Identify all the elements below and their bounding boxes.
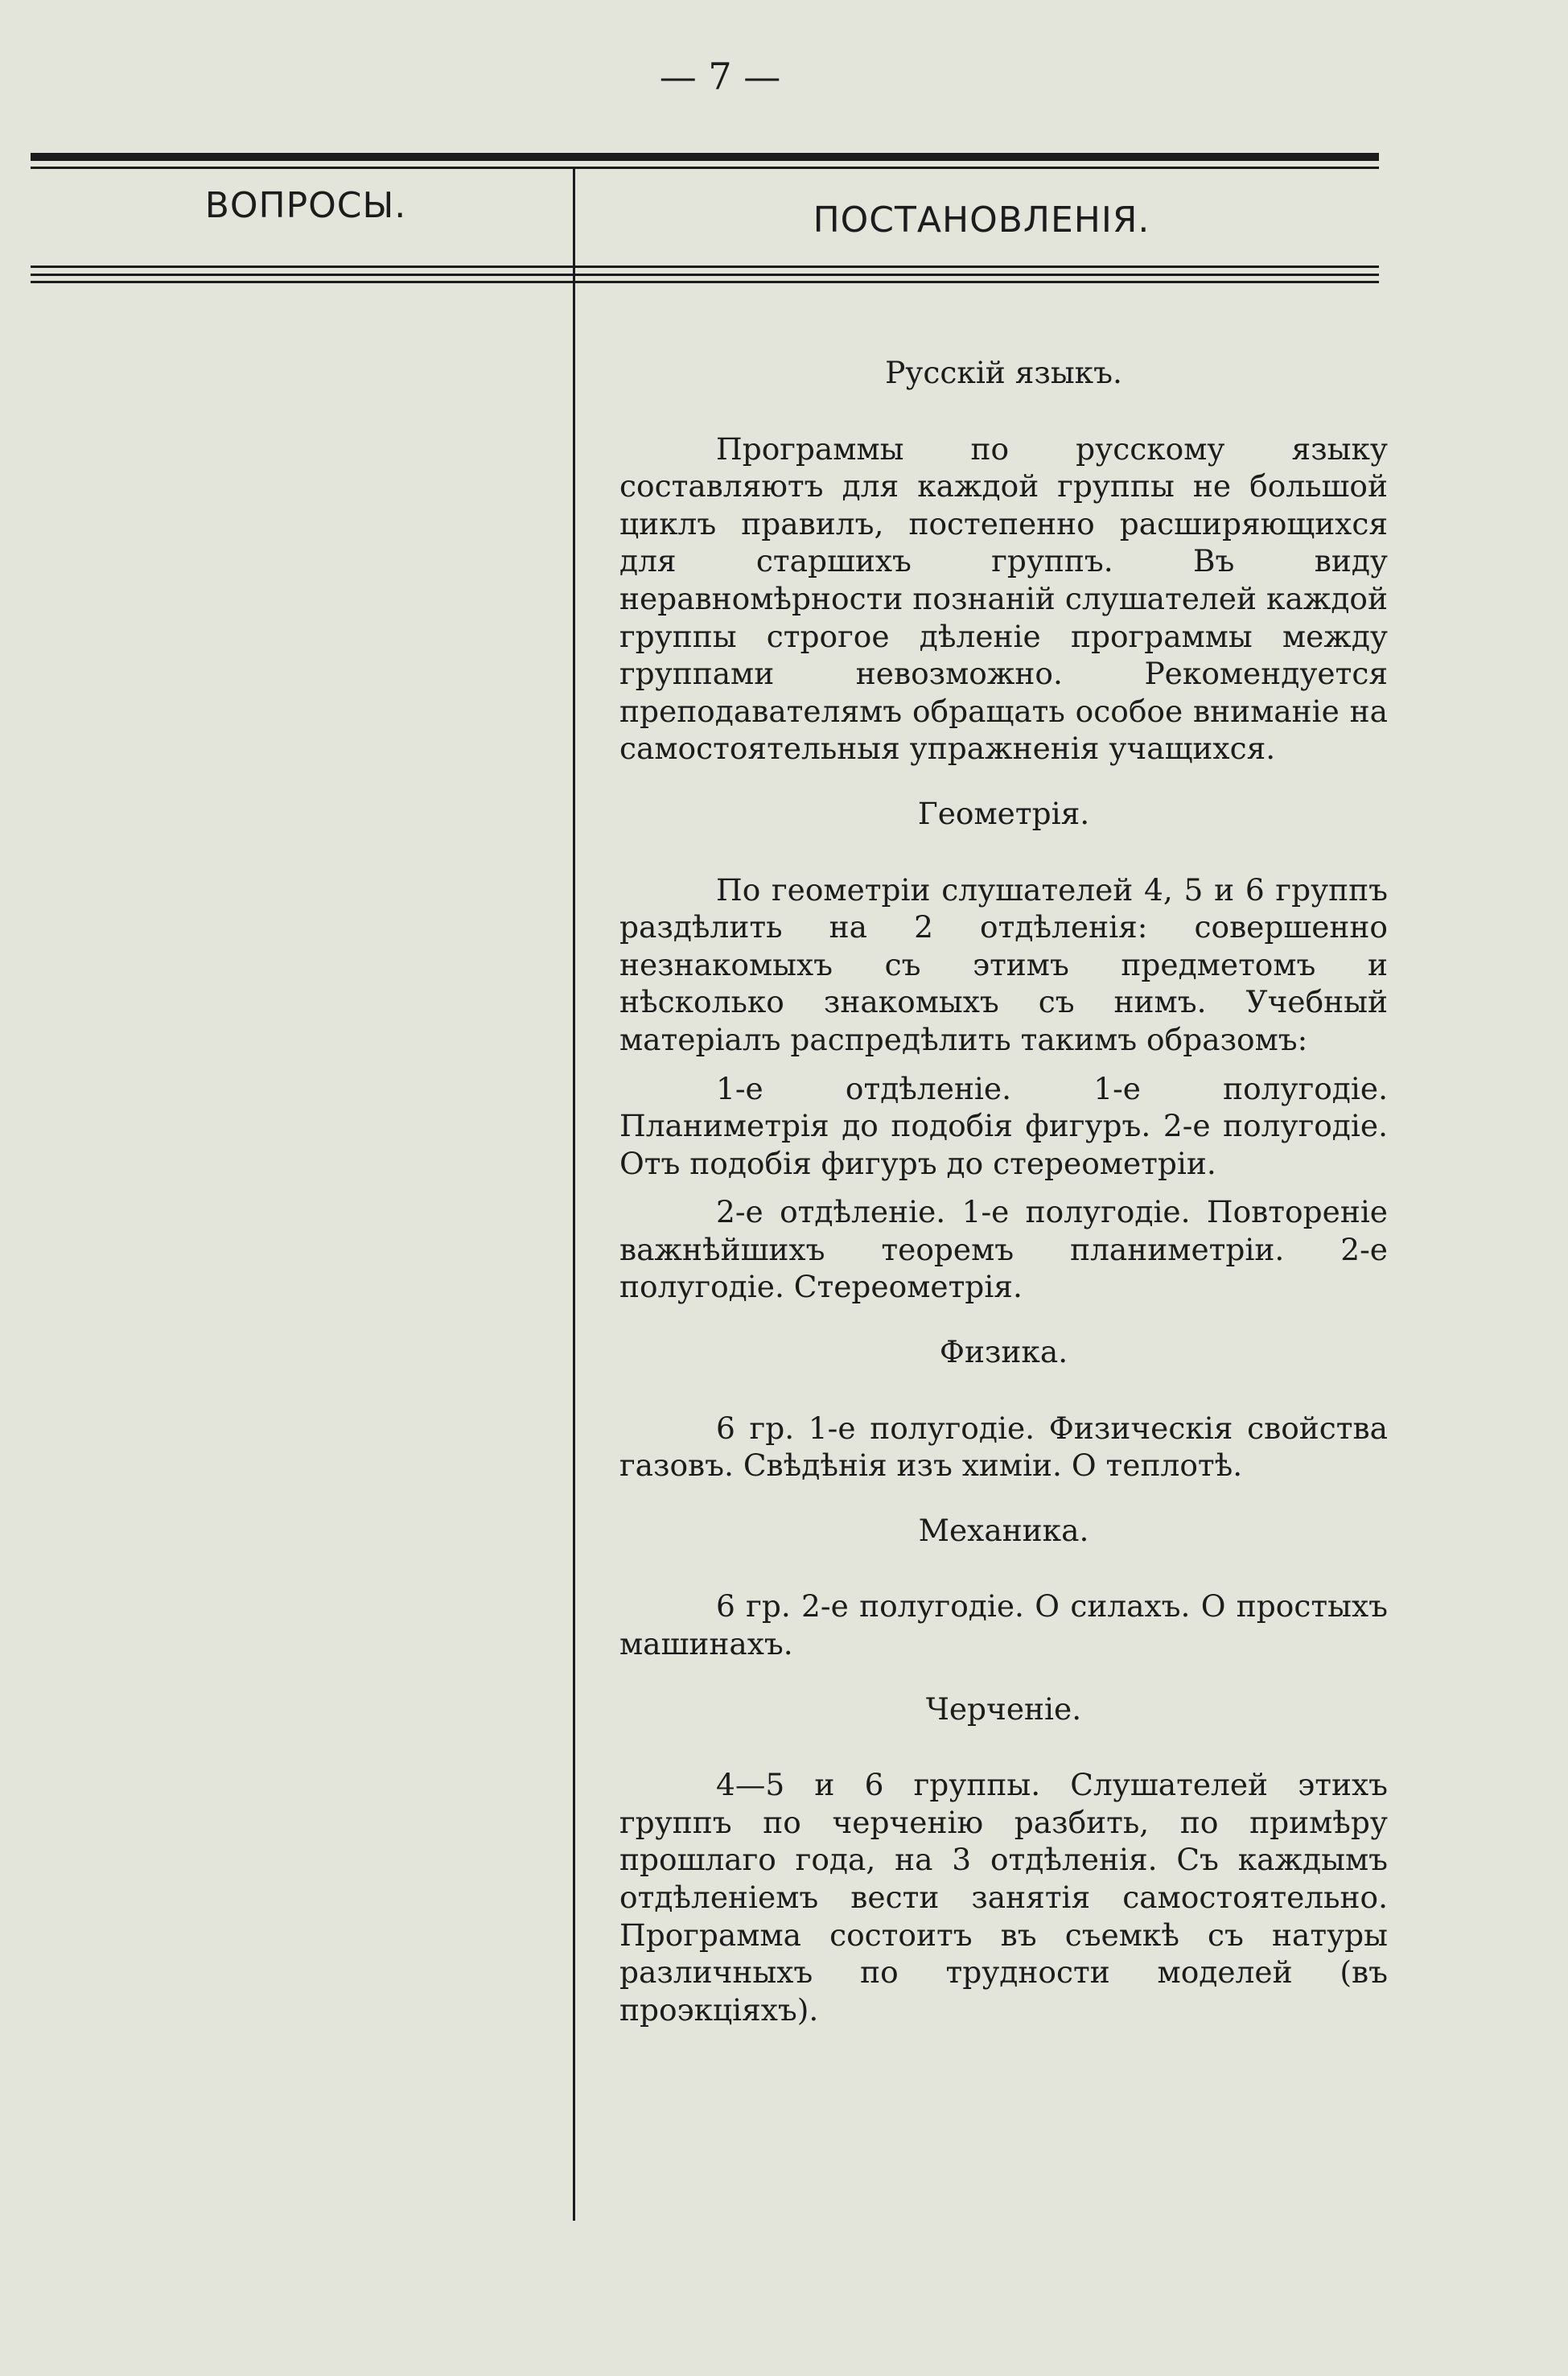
paragraph: 4—5 и 6 группы. Слушателей этихъ группъ по черченію разбить, по примѣру прошлаго года, на 3 отдѣленія. Съ каждымъ отдѣленіемъ вести занятія самостоятельно. Программа состоитъ въ съемкѣ съ натуры различныхъ по трудности моделей (въ проэкціяхъ). — [619, 1767, 1388, 2028]
column-divider — [573, 169, 575, 2221]
paragraph: 2-е отдѣленіе. 1-е полугодіе. Повтореніе важнѣйшихъ теоремъ планиметріи. 2-е полугодіе. Стереометрія. — [619, 1194, 1388, 1305]
top-rule-thick — [31, 153, 1379, 161]
paragraph: 6 гр. 2-е полугодіе. О силахъ. О простыхъ машинахъ. — [619, 1588, 1388, 1662]
column-header-resolutions: ПОСТАНОВЛЕНІЯ. — [813, 200, 1150, 241]
section-russian — [619, 354, 1388, 768]
paragraph: 1-е отдѣленіе. 1-е полугодіе. Планиметрія до подобія фигуръ. 2-е полугодіе. Отъ подобія фигуръ до стереометріи. — [619, 1070, 1388, 1181]
header-rule-1 — [31, 266, 1379, 268]
section-title: Физика. — [939, 1334, 1068, 1370]
top-rule-thin — [31, 167, 1379, 169]
section-title: Черченіе. — [925, 1690, 1082, 1727]
header-rule-2 — [31, 274, 1379, 276]
section-physics — [619, 1333, 1388, 1484]
page-number: — 7 — — [659, 55, 781, 98]
section-title: Русскій языкъ. — [885, 355, 1122, 390]
section-drawing — [619, 1690, 1388, 2029]
paragraph: По геометріи слушателей 4, 5 и 6 группъ раздѣлить на 2 отдѣленія: совершенно незнакомыхъ съ этимъ предметомъ и нѣсколько знакомыхъ съ нимъ. Учебный матеріалъ распредѣлить такимъ образомъ: — [619, 871, 1388, 1057]
section-title: Геометрія. — [917, 795, 1090, 831]
column-header-questions: ВОПРОСЫ. — [204, 185, 407, 226]
paragraph: Программы по русскому языку составляютъ для каждой группы не большой циклъ правилъ, постепенно расширяющихся для старшихъ группъ. Въ виду неравномѣрности познаній слушателей каждой группы строгое дѣленіе программы между группами невозможно. Рекомендуется преподавателямъ обращать особое вниманіе на самостоятельныя упражненія учащихся. — [619, 430, 1388, 767]
section-geometry — [619, 795, 1388, 1306]
resolutions-column — [619, 354, 1388, 2040]
header-rule-3 — [31, 281, 1379, 283]
section-mechanics — [619, 1512, 1388, 1663]
section-title: Механика. — [918, 1512, 1089, 1548]
paragraph: 6 гр. 1-е полугодіе. Физическія свойства газовъ. Свѣдѣнія изъ химіи. О теплотѣ. — [619, 1410, 1388, 1484]
